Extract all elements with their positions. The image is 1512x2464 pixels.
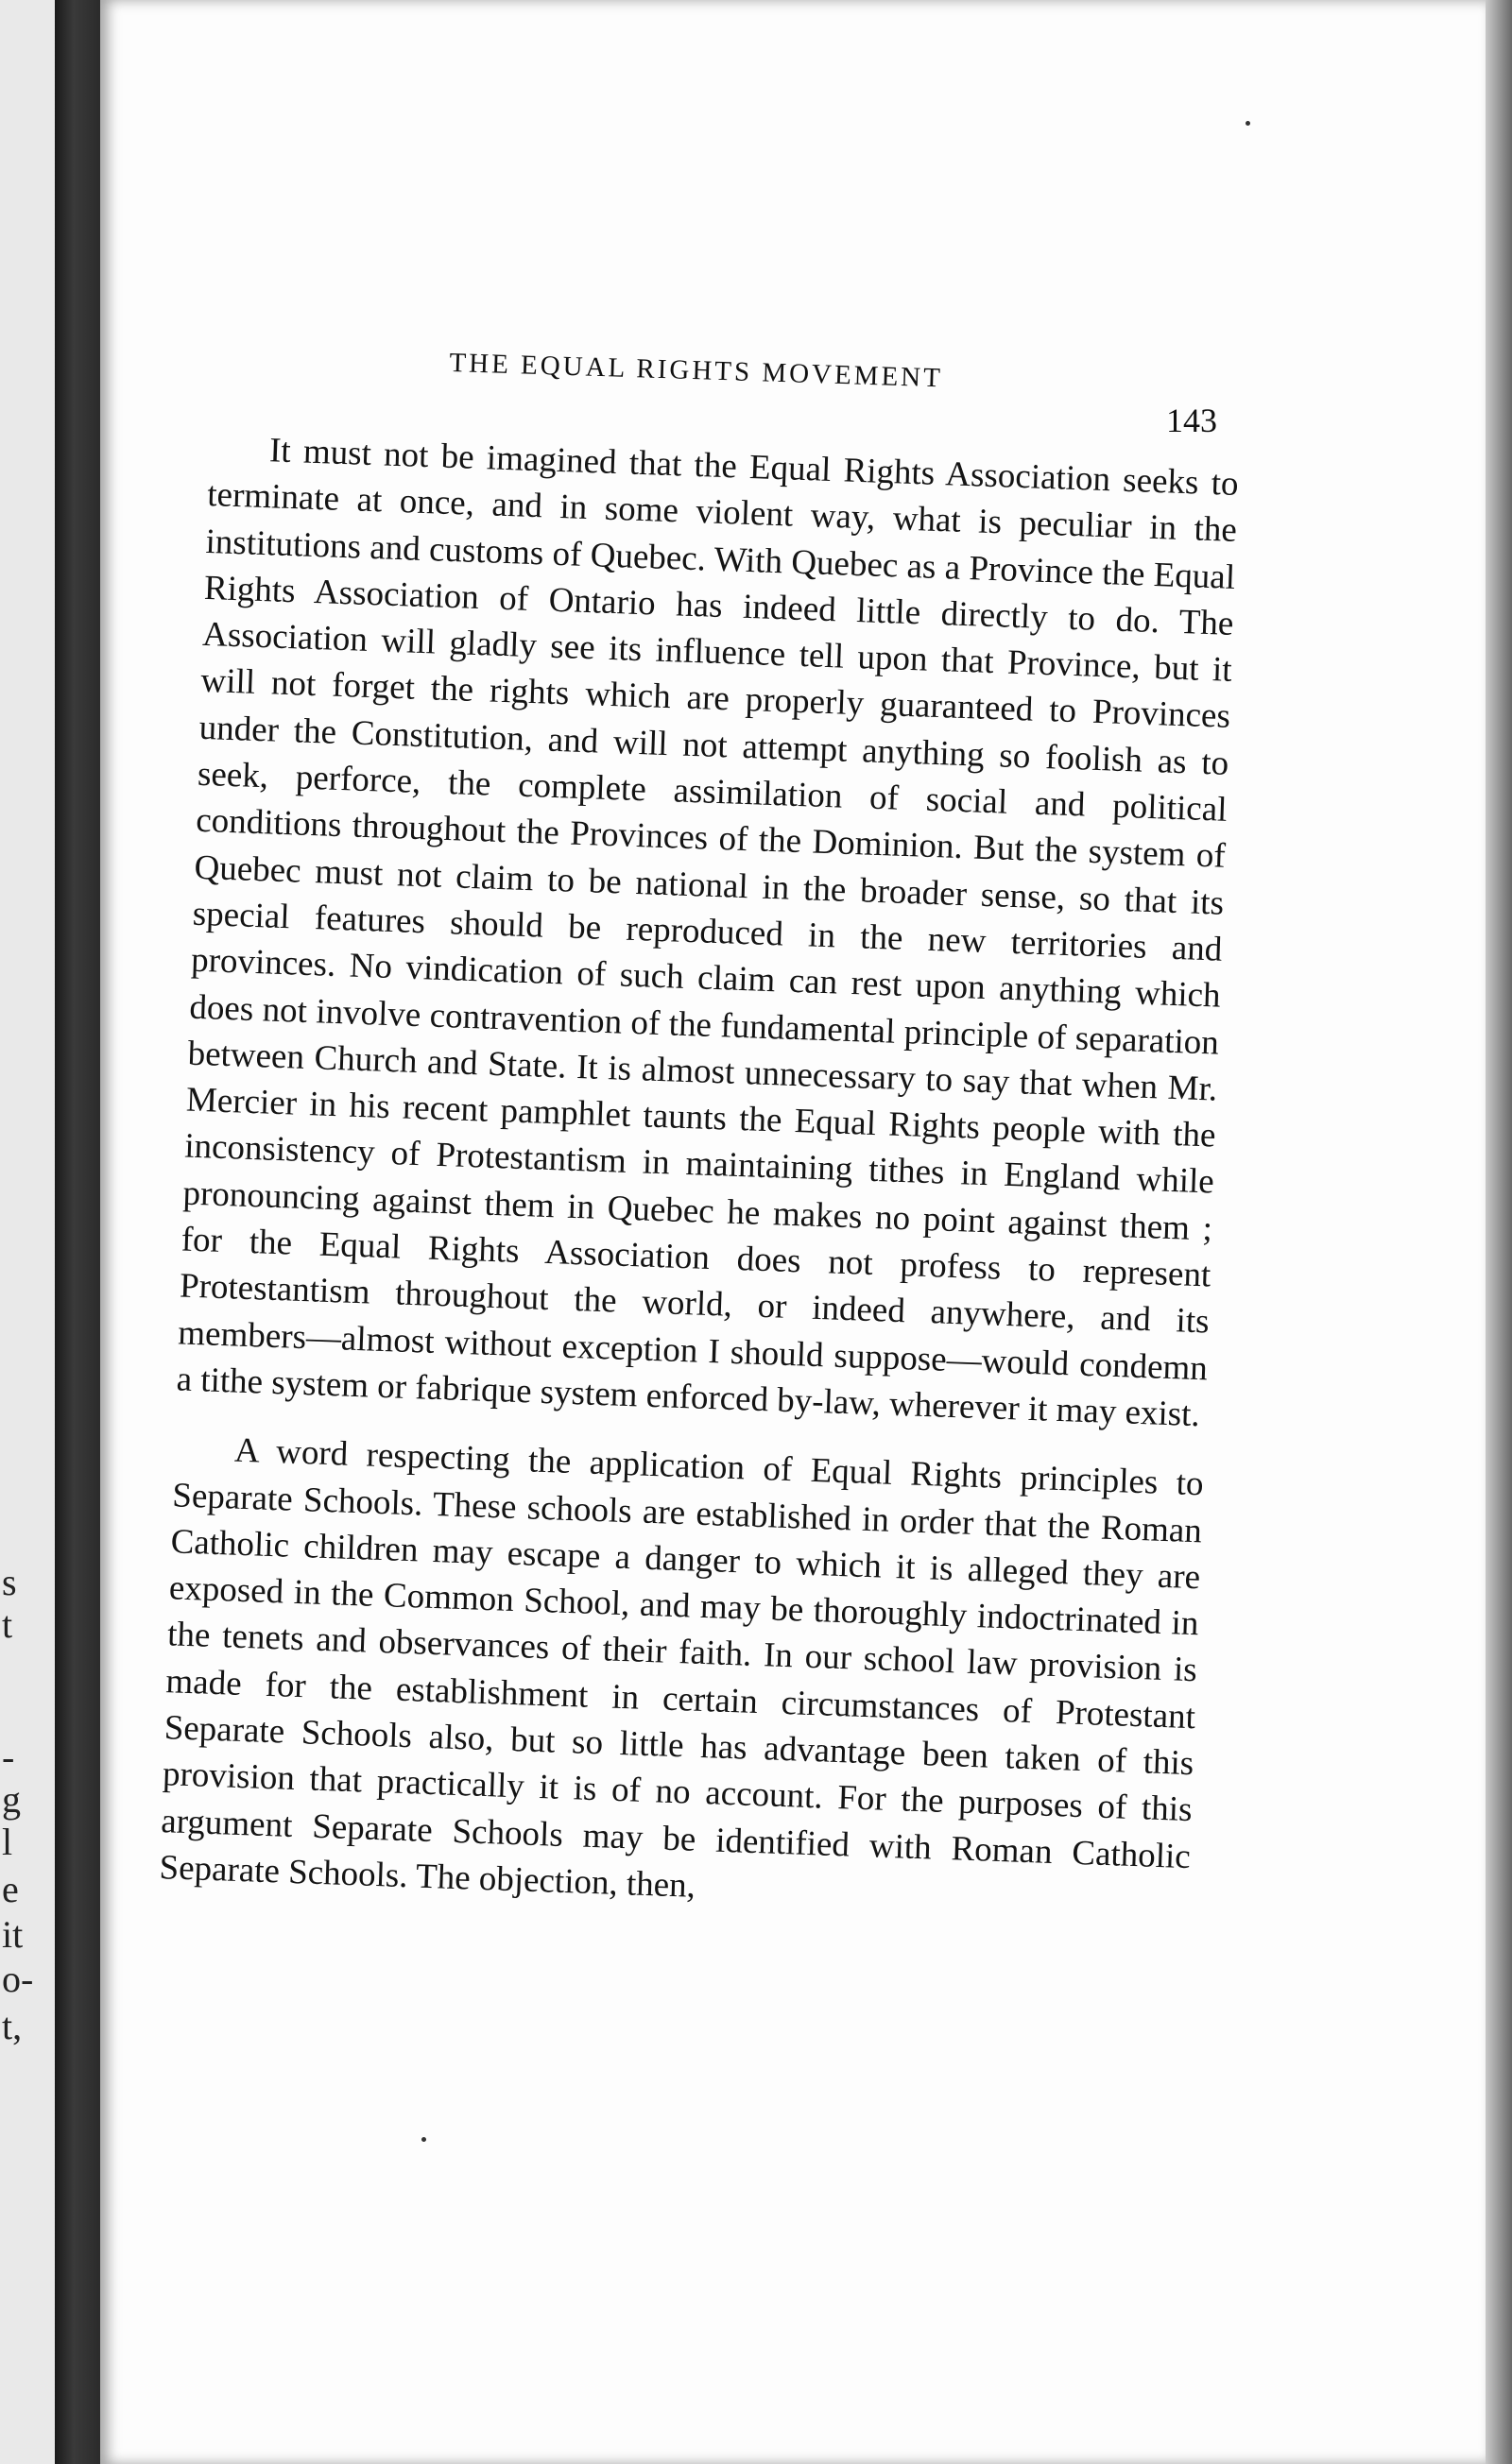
bleed-text: o-	[2, 1958, 34, 2000]
bleed-text: g	[2, 1778, 21, 1821]
scan-speck	[421, 2137, 426, 2142]
facing-page-edge	[0, 0, 55, 2464]
book-page	[100, 0, 1486, 2464]
bleed-text: e	[2, 1868, 19, 1910]
paragraph: It must not be imagined that the Equal Rights Association seeks to terminate at once, and in some violent way, what is peculiar in the institutions and customs of Quebec. With Quebec as a Province the Equal Rights Association of Ontario has indeed little directly to do. The Association will gladly see its influence tell upon that Province, but it will not forget the rights which are properly guaranteed to Provinces under the Constitution, and will not attempt anything so foolish as to seek, perforce, the complete assimilation of social and political conditions throughout the Provinces of the Dominion. But the system of Quebec must not claim to be national in the broader sense, so that its special features should be reproduced in the new territories and provinces. No vindication of such claim can rest upon anything which does not involve contravention of the fundamental principle of separation between Church and State. It is almost unnecessary to say that when Mr. Mercier in his recent pamphlet taunts the Equal Rights people with the inconsistency of Protestantism in maintaining tithes in England while pronouncing against them in Quebec he makes no point against them ; for the Equal Rights Association does not profess to represent Protestantism throughout the world, or indeed anywhere, and its members—almost without exception I should suppose—would condemn a tithe system or fabrique system enforced by-law, wherever it may exist.	[176, 431, 1240, 1435]
running-head-title: THE EQUAL RIGHTS MOVEMENT	[448, 348, 944, 394]
book-gutter	[55, 0, 102, 2464]
page-number: 143	[1166, 402, 1217, 439]
bleed-text: t,	[2, 2005, 23, 2047]
paragraph: A word respecting the application of Equal Rights principles to Separate Schools. These schools are established in order that the Roman Catholic children may escape a danger to which it is alleged they are exposed in the Common School, and may be thoroughly indoctrinated in the tenets and observances of their faith. In our school law provision is made for the establishment in certain circumstances of Protestant Separate Schools also, but so little has advantage been taken of this provision that practically it is of no account. For the purposes of this argument Separate Schools may be identified with Roman Catholic Separate Schools. The objection, then,	[158, 1430, 1205, 1906]
bleed-text: -	[2, 1736, 15, 1778]
bleed-text: it	[2, 1913, 24, 1956]
bleed-text: s	[2, 1561, 17, 1603]
scan-speck	[1246, 121, 1250, 126]
bleed-text: l	[2, 1821, 13, 1863]
bleed-text: t	[2, 1603, 13, 1646]
page-right-edge	[1486, 0, 1512, 2464]
body-text	[159, 425, 1240, 1926]
